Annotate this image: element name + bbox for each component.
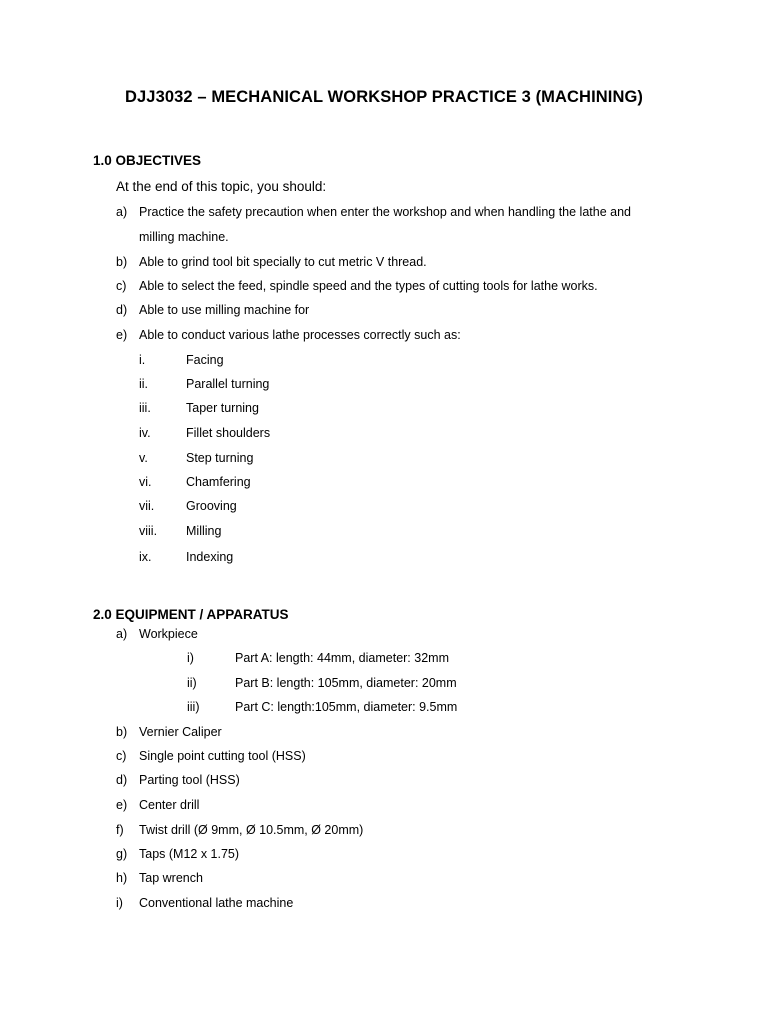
process-marker: vi. — [139, 475, 152, 489]
list-marker: h) — [116, 871, 128, 885]
process-marker: iv. — [139, 426, 151, 440]
process-item: Facing — [186, 353, 224, 367]
process-item: Indexing — [186, 550, 234, 564]
process-item: Milling — [186, 524, 222, 538]
part-item: Part A: length: 44mm, diameter: 32mm — [235, 651, 449, 665]
list-marker: d) — [116, 303, 128, 317]
list-marker: e) — [116, 328, 128, 342]
list-item-text: Conventional lathe machine — [139, 896, 294, 910]
objectives-intro: At the end of this topic, you should: — [116, 179, 327, 194]
list-item-text: Twist drill (Ø 9mm, Ø 10.5mm, Ø 20mm) — [139, 823, 364, 837]
list-marker: a) — [116, 205, 128, 219]
list-item-text: Practice the safety precaution when enter the workshop and when handling the lathe and — [139, 205, 631, 219]
list-marker: d) — [116, 773, 128, 787]
list-item-text: Single point cutting tool (HSS) — [139, 749, 306, 763]
list-item-text: Center drill — [139, 798, 200, 812]
list-marker: a) — [116, 627, 128, 641]
process-item: Taper turning — [186, 401, 259, 415]
list-marker: b) — [116, 255, 128, 269]
list-item-text: Taps (M12 x 1.75) — [139, 847, 240, 861]
process-item: Grooving — [186, 499, 237, 513]
part-item: Part C: length:105mm, diameter: 9.5mm — [235, 700, 458, 714]
list-marker: f) — [116, 823, 124, 837]
list-marker: e) — [116, 798, 128, 812]
part-marker: ii) — [187, 676, 197, 690]
list-marker: c) — [116, 749, 127, 763]
list-item-text: Tap wrench — [139, 871, 203, 885]
list-marker: g) — [116, 847, 128, 861]
process-marker: vii. — [139, 499, 155, 513]
part-marker: i) — [187, 651, 194, 665]
process-marker: v. — [139, 451, 148, 465]
process-marker: i. — [139, 353, 146, 367]
section-heading-objectives: 1.0 OBJECTIVES — [93, 153, 202, 168]
list-item-text: Able to conduct various lathe processes correctly such as: — [139, 328, 461, 342]
list-item-text: Able to use milling machine for — [139, 303, 310, 317]
part-item: Part B: length: 105mm, diameter: 20mm — [235, 676, 457, 690]
list-item-text: Workpiece — [139, 627, 198, 641]
process-item: Chamfering — [186, 475, 251, 489]
process-item: Step turning — [186, 451, 254, 465]
process-item: Parallel turning — [186, 377, 270, 391]
list-marker: i) — [116, 896, 123, 910]
list-item-text: Able to grind tool bit specially to cut metric V thread. — [139, 255, 427, 269]
list-item-text: Parting tool (HSS) — [139, 773, 240, 787]
list-item-text: Able to select the feed, spindle speed and the types of cutting tools for lathe works. — [139, 279, 598, 293]
process-marker: ix. — [139, 550, 152, 564]
list-item-continuation: milling machine. — [139, 230, 229, 244]
section-heading-equipment: 2.0 EQUIPMENT / APPARATUS — [93, 607, 289, 622]
part-marker: iii) — [187, 700, 200, 714]
document-title: DJJ3032 – MECHANICAL WORKSHOP PRACTICE 3 (MACHINING) — [125, 88, 643, 106]
list-marker: b) — [116, 725, 128, 739]
list-item-text: Vernier Caliper — [139, 725, 222, 739]
list-marker: c) — [116, 279, 127, 293]
process-marker: iii. — [139, 401, 151, 415]
process-marker: ii. — [139, 377, 149, 391]
process-marker: viii. — [139, 524, 158, 538]
process-item: Fillet shoulders — [186, 426, 271, 440]
